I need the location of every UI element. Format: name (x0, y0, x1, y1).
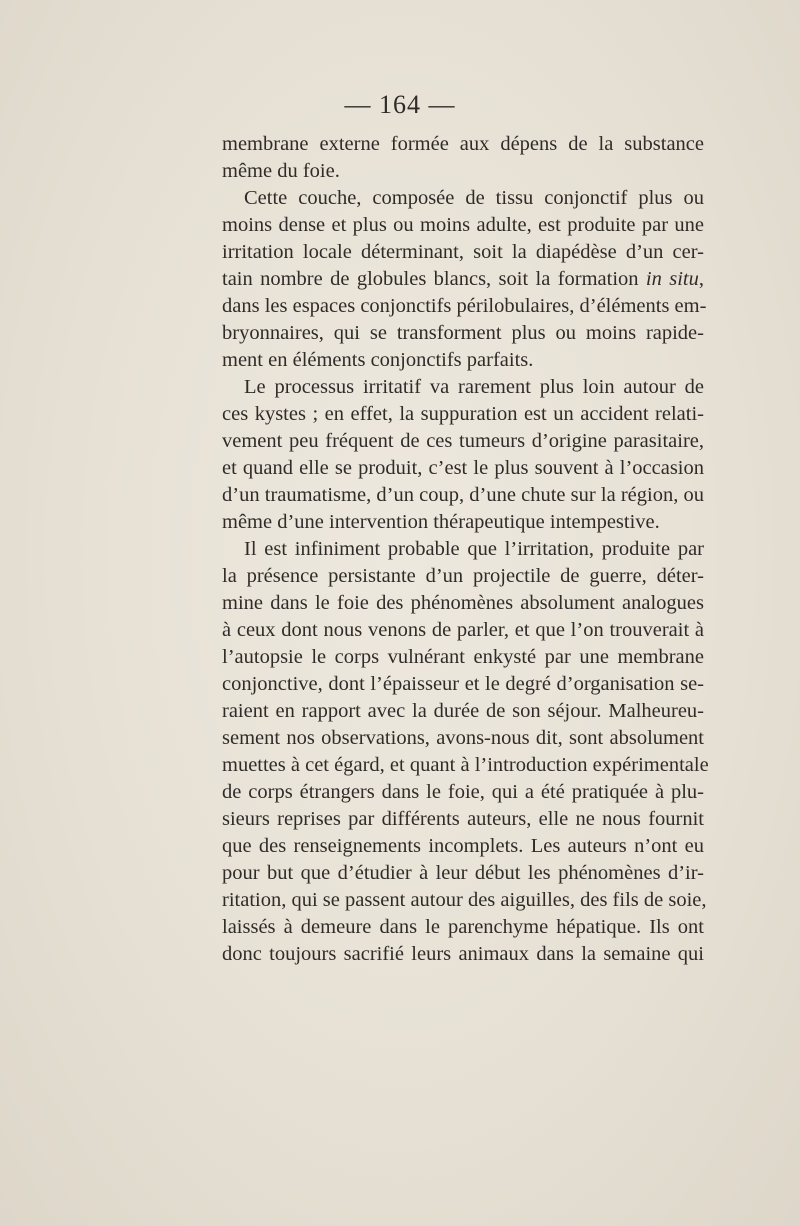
text-line: moins dense et plus ou moins adulte, est produite par une (222, 214, 704, 236)
text-line: et quand elle se produit, c’est le plus souvent à l’occasion (222, 457, 704, 479)
text-line: conjonctive, dont l’épaisseur et le degré d’organisation se- (222, 673, 704, 695)
text-line: ment en éléments conjonctifs parfaits. (222, 349, 534, 371)
text-line: sement nos observations, avons-nous dit, sont absolument (222, 727, 704, 749)
text-line: que des renseignements incomplets. Les auteurs n’ont eu (222, 835, 704, 857)
text-line: tain nombre de globules blancs, soit la formation in situ, (222, 268, 704, 290)
page-number: — 164 — (344, 90, 456, 119)
text-line: raient en rapport avec la durée de son séjour. Malheureu- (222, 700, 704, 722)
text-line: sieurs reprises par différents auteurs, elle ne nous fournit (222, 808, 704, 830)
text-line: muettes à cet égard, et quant à l’introduction expérimentale (222, 754, 709, 776)
text-line: bryonnaires, qui se transforment plus ou moins rapide- (222, 322, 704, 344)
text-line: mine dans le foie des phénomènes absolument analogues (222, 592, 704, 614)
text-line: ritation, qui se passent autour des aiguilles, des fils de soie, (222, 889, 707, 911)
text-line: vement peu fréquent de ces tumeurs d’origine parasitaire, (222, 430, 704, 452)
text-line: ces kystes ; en effet, la suppuration est un accident relati- (222, 403, 704, 425)
text-line: à ceux dont nous venons de parler, et que l’on trouverait à (222, 619, 704, 641)
text-line: même d’une intervention thérapeutique intempestive. (222, 511, 660, 533)
text-line: l’autopsie le corps vulnérant enkysté par une membrane (222, 646, 704, 668)
text-line: laissés à demeure dans le parenchyme hépatique. Ils ont (222, 916, 704, 938)
text-line: donc toujours sacrifié leurs animaux dans la semaine qui (222, 943, 704, 965)
text-line: Le processus irritatif va rarement plus loin autour de (244, 376, 704, 398)
italic-phrase: in situ (645, 268, 699, 290)
text-line: la présence persistante d’un projectile de guerre, déter- (222, 565, 704, 587)
text-line: Il est infiniment probable que l’irritation, produite par (244, 538, 704, 560)
text-line: Cette couche, composée de tissu conjonctif plus ou (244, 187, 704, 209)
text-line: pour but que d’étudier à leur début les phénomènes d’ir- (222, 862, 704, 884)
text-line: membrane externe formée aux dépens de la substance (222, 133, 704, 155)
text-line: d’un traumatisme, d’un coup, d’une chute sur la région, ou (222, 484, 704, 506)
text-line: même du foie. (222, 160, 340, 182)
text-line: dans les espaces conjonctifs périlobulaires, d’éléments em- (222, 295, 707, 317)
text-line: irritation locale déterminant, soit la diapédèse d’un cer- (222, 241, 704, 263)
body-text (222, 131, 709, 968)
text-line: de corps étrangers dans le foie, qui a été pratiquée à plu- (222, 781, 704, 803)
